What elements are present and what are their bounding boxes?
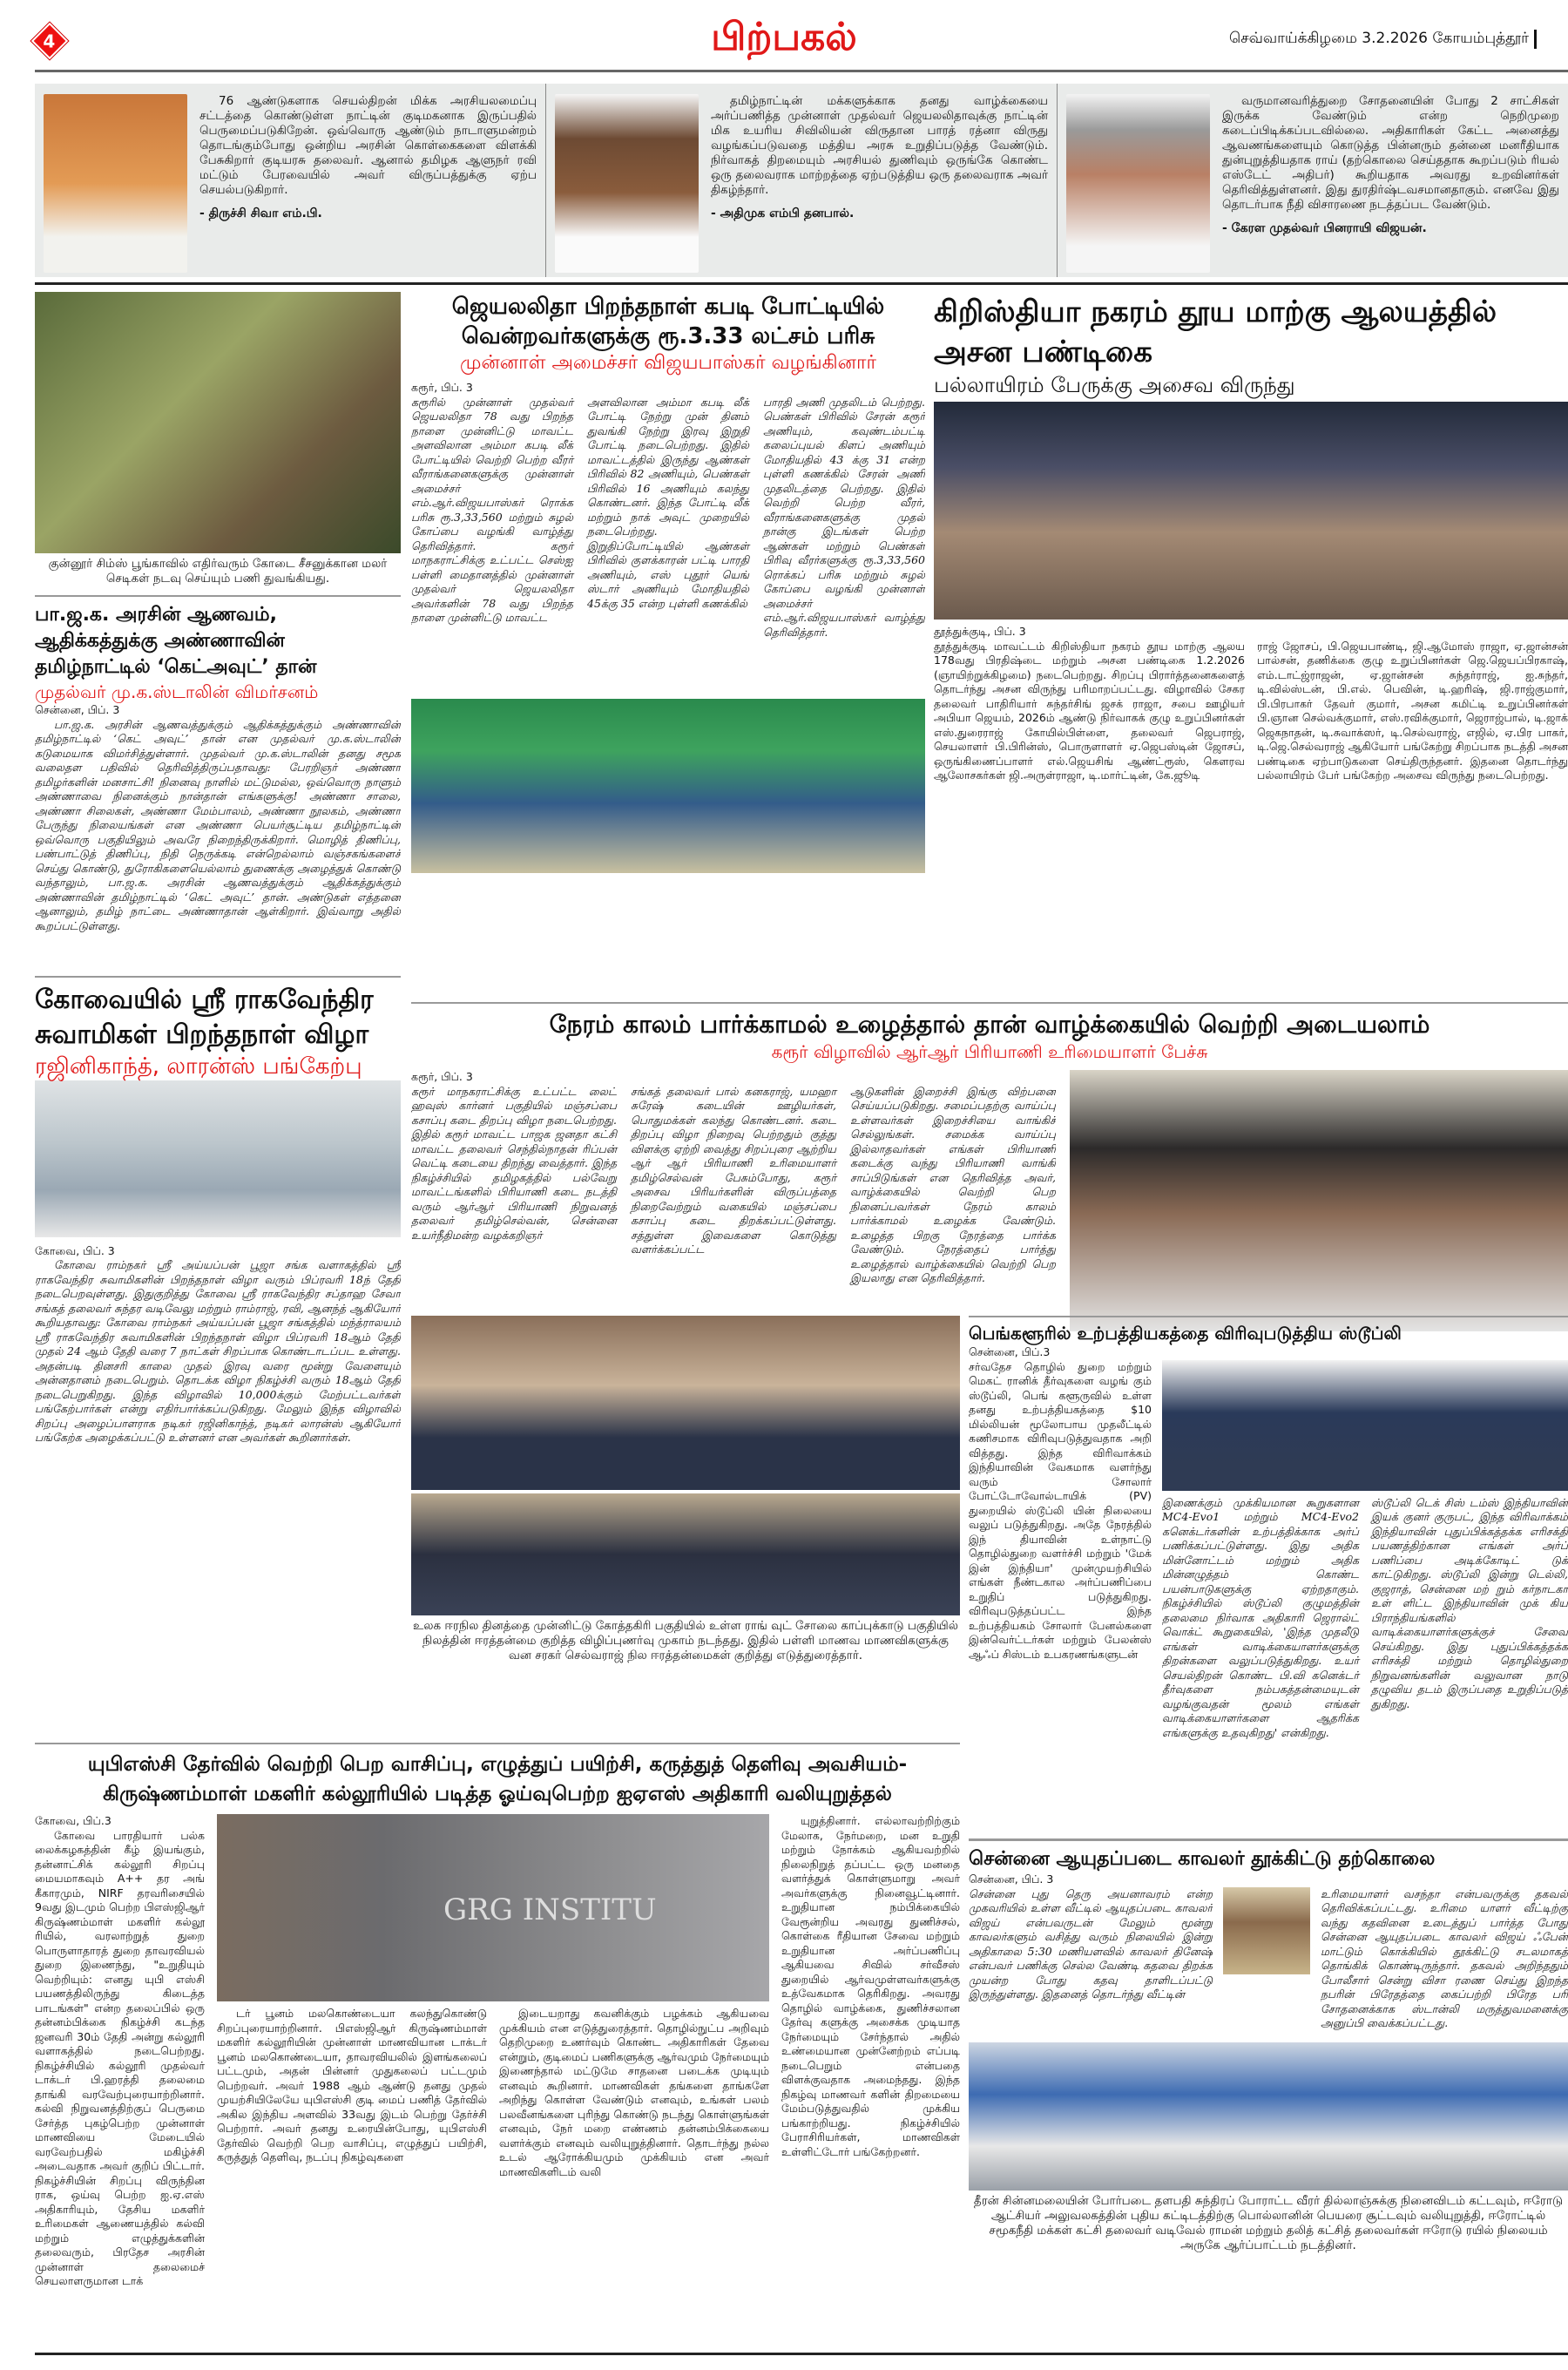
quote-box <box>35 84 546 277</box>
story-column: ராஜ் ஜோசப், பி.ஜெயபாண்டி, ஜி.ஆமோஸ் ராஜா, ஏ.ஜான்சன் பால்சன், தணிக்கை குழு உறுப்பினர்கள் ஜெ.ஜெயப்பிரகாஷ், எம்.டாட்ஜ்ராஜன், ஏ.ஜான்சன் சுந்தர்ராஜ், ஐ.சுந்தர், டி.வில்ஸ்டன், பி.எல். பெவின், டி.ஹரிஷ், ஜி.ராஜ்குமார், பி.பிரபாகர் தேவர் குமார், அசன கமிட்டி உறுப்பினர்கள் பி.ஞான செல்வக்குமார், எஸ்.ரவிக்குமார், ஜெராஜ்பால், டி.ஜாக் ஜெகநாதன், டி.சுவாக்ஸர், டி.செல்வராஜ், எஜில், ஏ.பிர பாகர், டி.ஜெ.செல்வராஜ் ஆகியோர் பங்கேற்று சிறப்பாக நடத்தி அசன பண்டிகை ஏற்பாடுகளை செய்திருந்தனர். இதனை தொடர்ந்து பல்லாயிரம் பேர் பங்கேற்ற அசைவ விருந்து நடைபெற்றது. <box>1257 639 1568 782</box>
story-dateline: கோவை, பிப். 3 <box>35 1243 115 1257</box>
quote-portrait-photo <box>555 94 699 273</box>
photo-caption: குன்னூர் சிம்ஸ் பூங்காவில் எதிர்வரும் கோடை சீசனுக்கான மலர் செடிகள் நடவு செய்யும் பணி துவங்கியது. <box>48 557 388 586</box>
photo-sign-text: GRG INSTITU <box>443 1893 657 1927</box>
quotes-strip <box>35 84 1568 277</box>
police-story <box>969 1838 1568 2257</box>
feast-photo <box>934 402 1568 620</box>
story-headline: நேரம் காலம் பார்க்காமல் உழைத்தால் தான் வாழ்க்கையில் வெற்றி அடையலாம் <box>549 1010 1430 1039</box>
story-subhead: முதல்வர் மு.க.ஸ்டாலின் விமர்சனம் <box>35 681 319 702</box>
wetland-block <box>411 1316 960 1667</box>
bottom-story <box>35 1743 960 2328</box>
story-subhead: ரஜினிகாந்த், லாரன்ஸ் பங்கேற்பு <box>35 1053 362 1080</box>
story-subhead: கரூர் விழாவில் ஆர்ஆர் பிரியாணி உரிமையாளர் பேச்சு <box>771 1041 1208 1062</box>
edition-dateline: செவ்வாய்க்கிழமை 3.2.2026 கோயம்புத்தூர் <box>1229 30 1537 49</box>
story-body: கோவை ராம்நகர் ஸ்ரீ அய்யப்பன் பூஜா சங்க வளாகத்தில் ஸ்ரீ ராகவேந்திர சுவாமிகளின் பிறந்தநாள் விழா வரும் பிப்ரவரி 18ந் தேதி நடைபெறவுள்ளது. இதுகுறித்து கோவை ஸ்ரீ ராகவேந்திர சப்தாஹ சேவா சங்கத் தலைவர் சுந்தர வடிவேலு மற்றும் ராம்ராஜ், ரவி, ஆனந்த் ஆகியோர் கூறியதாவது: கோவை ராம்நகர் அய்யப்பன் பூஜா சங்கத்தில் மந்த்ராலயம் ஸ்ரீ ராகவேந்திர சுவாமிகளின் பிறந்தநாள் விழா பிப்ரவரி 18ஆம் தேதி முதல் 24 ஆம் தேதி வரை 7 நாட்கள் சிறப்பாக கொண்டாடப்பட உள்ளது. அதன்படி தினசரி காலை முதல் இரவு வரை மூன்று வேளையும் அன்னதானம் நடைபெறும். தொடக்க விழா நிகழ்ச்சி வரும் 18ஆம் தேதி நடைபெறுகிறது. இந்த விழாவில் 10,000க்கும் மேற்பட்டவர்கள் பங்கேற்பார்கள் என்று எதிர்பார்க்கப்படுகிறது. மேலும் இந்த விழாவில் சிறப்பு அழைப்பாளராக நடிகர் ரஜினிகாந்த், நடிகர் லாரன்ஸ் ஆகியோர் பங்கேற்க அழைக்கப்பட்டு உள்ளனர் என அவர்கள் கூறினார்கள். <box>35 1258 401 1444</box>
story-headline: பெங்களூரில் உற்பத்தியகத்தை விரிவுபடுத்திய ஸ்டூப்லி <box>969 1323 1402 1344</box>
story-headline: ஜெயலலிதா பிறந்தநாள் கபடி போட்டியில் வென்றவர்களுக்கு ரூ.3.33 லட்சம் பரிசு <box>451 294 885 349</box>
story-headline: சென்னை ஆயுதப்படை காவலர் தூக்கிட்டு தற்கொலை <box>969 1848 1436 1870</box>
photo-caption: உலக ஈரநில தினத்தை முன்னிட்டு கோத்தகிரி பகுதியில் உள்ள ராங் வுட் சோலை காப்புக்காடு பகுதியில் நிலத்தின் ஈரத்தன்மை குறித்த விழிப்புணர்வு முகாம் நடந்தது. இதில் பள்ளி மாணவ மாணவிகளுக்கு வன சரகர் செல்வராஜ் நில ஈரத்தன்மைகள் குறித்து எடுத்துரைத்தார். <box>413 1619 958 1662</box>
story-column: சங்கத் தலைவர் பால் கனகராஜ், யமஹா சுரேஷ் கடையின் ஊழியர்கள், பொதுமக்கள் கலந்து கொண்டனர். கடை திறப்பு விழா நிறைவு பெற்றதும் குத்து விளக்கு ஏற்றி வைத்து சிறப்புரை ஆற்றிய ஆர் ஆர் பிரியாணி உரிமையாளர் தமிழ்செல்வன் பேசும்போது, கரூர் அசைவ பிரியர்களின் விருப்பத்தை நிறைவேற்றும் வகையில் மஞ்சப்பை கசாப்பு கடை திறக்கப்பட்டுள்ளது. சத்துள்ள இவைகளை கொடுத்து வளர்க்கப்பட்ட <box>631 1084 836 1256</box>
kabaddi-prize-photo <box>411 699 925 873</box>
story-subhead: பல்லாயிரம் பேருக்கு அசைவ விருந்து <box>934 373 1295 397</box>
story-subhead: முன்னாள் அமைச்சர் விஜயபாஸ்கர் வழங்கினார் <box>460 352 876 374</box>
middle-column <box>411 292 925 873</box>
students-photo <box>411 1493 960 1615</box>
story-headline: பா.ஜ.க. அரசின் ஆணவம், ஆதிக்கத்துக்கு அண்ணாவின் தமிழ்நாட்டில் ‘கெட்அவுட்’ தான் <box>35 604 317 678</box>
story-column: சென்னை புது தெரு அயனாவரம் என்ற முகவரியில் உள்ள வீட்டில் ஆயுதப்படை காவலர் விஜய் என்பவருடன் மேலும் மூன்று காவலர்களும் வசித்து வரும் நிலையில் இன்று அதிகாலை 5:30 மணியளவில் காவலர் தினேஷ் என்பவர் பணிக்கு செல்ல வேண்டி கதவை திறக்க முயன்ற போது கதவு தாளிடப்பட்டு இருந்துள்ளது. இதனைத் தொடர்ந்து வீட்டின் <box>969 1886 1213 2001</box>
page-header <box>0 0 1568 71</box>
story-column: ஸ்டூப்லி டெக் சிஸ் டம்ஸ் இந்தியாவின் இயக் குனர் குருபட், இந்த விரிவாக்கம் இந்தியாவின் புதுப்பிக்கத்தக்க எரிசக்தி பயணத்திற்கான எங்கள் அர்ப் பணிப்பை அடிக்கோடிட் டுக் காட்டுகிறது. ஸ்டூப்லி இன்று டெல்லி, குஜராத், சென்னை மற் றும் கர்நாடகா உள் ளிட்ட இந்தியாவின் முக் கிய பிராந்தியங்களில் வாடிக்கையாளர்களுக்குச் சேவை செய்கிறது. இது புதுப்பிக்கத்தக்க எரிசக்தி மற்றும் தொழில்துறை நிறுவனங்களின் வலுவான நாடு தழுவிய தடம் இருப்பதை உறுதிப்படுத் துகிறது. <box>1371 1495 1568 1710</box>
story-dateline: சென்னை, பிப். 3 <box>969 1872 1054 1886</box>
story-column: கரூரில் முன்னாள் முதல்வர் ஜெயலலிதா 78 வது பிறந்த நாளை முன்னிட்டு மாவட்ட அளவிலான அம்மா கபடி லீக் போட்டியில் வெற்றி பெற்ற வீரர் வீராங்கனைகளுக்கு முன்னாள் அமைச்சர் எம்.ஆர்.விஜயபாஸ்கர் ரொக்க பரிசு ரூ.3,33,560 மற்றும் சுழல் கோப்பை வழங்கி வாழ்த்து தெரிவித்தார். கரூர் மாநகராட்சிக்கு உட்பட்ட செஸ்ஐ பள்ளி மைதானத்தில் முன்னாள் முதல்வர் ஜெயலலிதா அவர்களின் 78 வது பிறந்த நாளை முன்னிட்டு மாவட்ட <box>411 395 573 624</box>
stoubli-story <box>969 1316 1568 1801</box>
page-number-badge: 4 <box>31 23 68 59</box>
story-column: கரூர் மாநகராட்சிக்கு உட்பட்ட லைட் ஹவுஸ் கார்னர் பகுதியில் மஞ்சப்பை கசாப்பு கடை திறப்பு விழா நடைபெற்றது. இதில் கரூர் மாவட்ட பாஜக ஜனதா கட்சி மாவட்ட தலைவர் செந்தில்நாதன் ரிப்பன் வெட்டி கடையை திறந்து வைத்தார். இந்த நிகழ்ச்சியில் தமிழகத்தில் பல்வேறு மாவட்டங்களில் பிரியாணி கடை நடத்தி வரும் ஆர்ஆர் பிரியாணி நிறுவனத் தலைவர் தமிழ்செல்வன், சென்னை உயர்நீதிமன்ற வழக்கறிஞர் <box>411 1084 617 1242</box>
story-column: கோவை பாரதியார் பல்க லைக்கழகத்தின் கீழ் இயங்கும், தன்னாட்சிக் கல்லூரி சிறப்பு மையமாகவும் A++ தர அங் கீகாரமும், NIRF தரவரிசையில் 9வது இடமும் பெற்ற பிஎஸ்ஜிஆர் கிருஷ்ணம்மாள் மகளிர் கல்லூ ரியில், வரலாற்றுத் துறை பொருளாதாரத் துறை தாவரவியல் துறை இணைந்து, "உறுதியும் வெற்றியும்: எனது யுபி எஸ்சி பயணத்திலிருந்து கிடைத்த பாடங்கள்" என்ற தலைப்பில் ஒரு தன்னம்பிக்கை நிகழ்ச்சி கடந்த ஜனவரி 30ம் தேதி அன்று கல்லூரி வளாகத்தில் நடைபெற்றது. நிகழ்ச்சியில் கல்லூரி முதல்வர் டாக்டர் பி.ஹரத்தி தலைமை தாங்கி வரவேற்புரையாற்றினார். கல்வி நிறுவனத்திற்குப் பெருமை சேர்த்த புகழ்பெற்ற முன்னாள் மாணவியை மேடையில் வரவேற்பதில் மகிழ்ச்சி அடைவதாக அவர் குறிப் பிட்டார். நிகழ்ச்சியின் சிறப்பு விருந்தின ராக, ஒய்வு பெற்ற ஐ.ஏ.எஸ் அதிகாரியும், தேசிய மகளிர் உரிமைகள் ஆணையத்தில் கல்வி மற்றும் எழுத்துக்களின் தலைவரும், பிரதேச அரசின் முன்னாள் தலைமைச் செயலாளருமான டாக் <box>35 1828 205 2287</box>
story-dateline: தூத்துக்குடி, பிப். 3 <box>934 625 1026 638</box>
story-headline: கோவையில் ஸ்ரீ ராகவேந்திர சுவாமிகள் பிறந்தநாள் விழா <box>35 984 374 1050</box>
story-dateline: கோவை, பிப்.3 <box>35 1814 112 1827</box>
story-column: இடையறாது கவனிக்கும் பழக்கம் ஆகியவை முக்கியம் என எடுத்துரைத்தார். தொழில்நுட்ப அறிவும் தெறிமுறை உணர்வும் கொண்ட அதிகாரிகள் தேவை என்றும், குடிமைப் பணிகளுக்கு ஆர்வமும் நேர்மையும் இணைந்தால் மட்டுமே சாதனை படைக்க முடியும் எனவும் கூறினார். மாணவிகள் தங்களை தாங்களே அறிந்து கொள்ள வேண்டும் எனவும், உங்கள் பலம் பலவீனங்களை புரிந்து கொண்டு நடந்து கொள்ளுங்கள் எனவும், நேர் மறை எண்ணம் தன்னம்பிக்கையை வளர்க்கும் எனவும் வலியுறுத்தினார். தொடர்ந்து நல்ல உடல் ஆரோக்கியமும் முக்கியம் என அவர் மாணவிகளிடம் வலி <box>499 2007 769 2178</box>
story-column: அளவிலான அம்மா கபடி லீக் போட்டி நேற்று முன் தினம் துவங்கி நேற்று இரவு இறுதி போட்டி நடைபெற்றது. இதில் மாவட்டத்தில் இருந்து ஆண்கள் பிரிவில் 82 அணியும், பெண்கள் பிரிவில் 16 அணியும் கலந்து கொண்டனர். இந்த போட்டி லீக் மற்றும் நாக் அவுட் முறையில் நடைபெற்றது. இறுதிப்போட்டியில் ஆண்கள் பிரிவில் குளக்காரன் பட்டி பாரதி அணியும், எஸ் புதூர் யெங் ஸ்டார் அணியும் மோதியதில் 45க்கு 35 என்ற புள்ளி கணக்கில் <box>587 395 749 610</box>
quote-box <box>1058 84 1568 277</box>
right-column <box>934 292 1568 840</box>
quote-portrait-photo <box>44 94 187 273</box>
story-dateline: சென்னை, பிப்.3 <box>969 1345 1051 1358</box>
quote-text: வருமானவரித்துறை சோதனையின் போது 2 சாட்சிகள் இருக்க வேண்டும் என்ற நெறிமுறை கடைப்பிடிக்கப்படவில்லை. அதிகாரிகள் கேட்ட அனைத்து ஆவணங்களையும் கொடுத்த பின்னரும் தன்னை மனரீதியாக துன்புறுத்தியதாக ராய் (தற்கொலை செய்ததாக கூறப்படும் ரியல் எஸ்டேட் அதிபர்) கூறியதாக அவரது உறவினர்கள் தெரிவித்துள்ளனர். இது துரதிர்ஷ்டவசமானதாகும். எனவே இது தொடர்பாக நீதி விசாரணை நடத்தப்பட வேண்டும். <box>1222 94 1559 212</box>
inauguration-photo <box>1162 1360 1568 1491</box>
constable-photo <box>1223 1887 1310 1974</box>
story-column: சர்வதேச தொழில் துறை மற்றும் மெகட் ரானிக் தீர்வுகளை வழங் கும் ஸ்டூப்லி, பெங் களூருவில் உள்ள தனது உற்பத்தியகத்தை $10 மில்லியன் மூலோபாய முதலீட்டில் கணிசமாக விரிவுபடுத்துவதாக அறி வித்தது. இந்த விரிவாக்கம் இந்தியாவின் வேகமாக வளர்ந்து வரும் சோலார் போட்டோவோல்டாயிக் (PV) துறையில் ஸ்டூப்லி யின் நிலையை வலுப் படுத்துகிறது. அதே நேரத்தில் இந் தியாவின் உள்நாட்டு தொழில்துறை வளர்ச்சி மற்றும் 'மேக் இன் இந்தியா' முன்முயற்சியில் எங்கள் நீண்டகால அர்ப்பணிப்பை உறுதிப் படுத்துகிறது. விரிவுபடுத்தப்பட்ட இந்த உற்பத்தியகம் சோலார் பேனல்களை இன்வெர்ட்டர்கள் மற்றும் பேலன்ஸ் ஆஃப் சிஸ்டம் உபகரணங்களுடன் <box>969 1359 1152 1661</box>
story-headline: யுபிஎஸ்சி தேர்வில் வெற்றி பெற வாசிப்பு, எழுத்துப் பயிற்சி, கருத்துத் தெளிவு அவசியம்- கிருஷ்ணம்மாள் மகளிர் கல்லூரியில் படித்த ஓய்வுபெற்ற ஐஏஎஸ் அதிகாரி வலியுறுத்தல் <box>87 1753 908 1805</box>
quote-text: 76 ஆண்டுகளாக செயல்திறன் மிக்க அரசியலமைப்பு சட்டத்தை கொண்டுள்ள நாட்டின் குடிமகனாக இருப்பதில் பெருமைப்படுகிறேன். ஒவ்வொரு ஆண்டும் நாடாளுமன்றம் தொடங்கும்போது ஒன்றிய அரசின் கொள்கைகளை விளக்கி பேசுகிறார் குடியரசு தலைவர். ஆனால் தமிழக ஆளுநர் ரவி மட்டும் பேரவையில் அவர் விருப்பத்துக்கு ஏற்ப செயல்படுகிறார். <box>199 94 537 197</box>
quote-box <box>546 84 1058 277</box>
story-dateline: கரூர், பிப். 3 <box>411 1070 473 1083</box>
story-column: இணைக்கும் முக்கியமான கூறுகளான MC4-Evo1 மற்றும் MC4-Evo2 கனெக்டர்களின் உற்பத்திக்காக அர்ப் பணிக்கப்பட்டுள்ளது. இது அதிக மின்னோட்டம் மற்றும் அதிக மின்னழுத்தம் கொண்ட பயன்பாடுகளுக்கு ஏற்றதாகும். நிகழ்ச்சியில் ஸ்டூப்லி குழுமத்தின் தலைமை நிர்வாக அதிகாரி ஜெரால்ட் வொக்ட் கூறுகையில், 'இந்த முதலீடு எங்கள் வாடிக்கையாளர்களுக்கு திறன்களை வலுப்படுத்துகிறது. உயர் செயல்திறன் கொண்ட பி.வி கனெக்டர் தீர்வுகளை நம்பகத்தன்மையுடன் வழங்குவதன் மூலம் எங்கள் வாடிக்கையாளர்களை ஆதரிக்க எங்களுக்கு உதவுகிறது' என்கிறது. <box>1162 1495 1359 1739</box>
story-headline: கிறிஸ்தியா நகரம் தூய மாற்கு ஆலயத்தில் அசன பண்டிகை <box>934 295 1497 369</box>
photo-caption: தீரன் சின்னமலையின் போர்படை தளபதி சுந்திரப் போராட்ட வீரர் தில்லாஞ்சுக்கு நினைவிடம் கட்டவும், ஈரோடு ஆட்சியர் அலுவலகத்தின் புதிய கட்டிடத்திற்கு பொல்லானின் பெயரை சூட்டவும் வலியுறுத்தி, ஈரோட்டில் சமூகநீதி மக்கள் கட்சி தலைவர் வடிவேல் ராமன் மற்றும் தலித் கட்சித் தலைவர்கள் ஈரோடு ரயில் நிலையம் அருகே ஆர்ப்பாட்டம் நடத்தினர். <box>973 2193 1564 2252</box>
section-rule <box>35 282 1568 285</box>
story-body: பா.ஜ.க. அரசின் ஆணவத்துக்கும் ஆதிக்கத்துக்கும் அண்ணாவின் தமிழ்நாட்டில் ‘கெட் அவுட்’ தான் என முதல்வர் மு.க.ஸ்டாலின் கடுமையாக விமர்சித்துள்ளார். முதல்வர் மு.க.ஸ்டாலின் தனது சமூக வலைதள பதிவில் தெரிவித்திருப்பதாவது: பேரறிஞர் அண்ணா தமிழர்களின் மனசாட்சி! நினைவு நாளில் மட்டுமல்ல, ஒவ்வொரு நாளும் அண்ணாவை நினைக்கும் நான்தான் எங்களுக்கு! அண்ணா சாலை, அண்ணா சிலைகள், அண்ணா மேம்பாலம், அண்ணா நூலகம், அண்ணா பேருந்து நிலையங்கள் என அண்ணா பெயர்சூட்டிய தமிழ்நாட்டின் ஒவ்வொரு பகுதியிலும் அவரே நிறைந்திருக்கிறார். மொழித் திணிப்பு, பண்பாட்டுத் திணிப்பு, நிதி நெருக்கடி என்றெல்லாம் வஞ்சகங்களைச் செய்து கொண்டு, துரோகிகளையெல்லாம் துணைக்கு அழைத்துக் கொண்டு வந்தாலும், பா.ஜ.க. அரசின் ஆணவத்துக்கும் ஆதிக்கத்துக்கும் அண்ணாவின் தமிழ்நாட்டில் ‘கெட் அவுட்’ தான். அண்டுகள் எத்தனை ஆனாலும், தமிழ் நாட்டை அண்ணாதான் ஆள்கிறார். இவ்வாறு அதில் கூறப்பட்டுள்ளது. <box>35 717 401 932</box>
shop-opening-photo <box>1070 1070 1568 1331</box>
quote-portrait-photo <box>1066 94 1210 273</box>
story-column: உரிமையாளர் வசந்தா என்பவருக்கு தகவல் தெரிவிக்கப்பட்டது. உரிமை யாளர் வீட்டிற்கு வந்து கதவினை உடைத்துப் பார்த்த போது சென்னை ஆயுதப்படை காவலர் விஜய் ஃபேன் மாட்டும் கொக்கியில் தூக்கிட்டு சடலமாகத் தொங்கிக் கொண்டிருந்தார். தகவல் அறிந்ததும் போலீசார் சென்று விசா ரணை செய்து இறந்த நபரின் பிரேதத்தை கைப்பற்றி பிரேத பரி சோதனைக்காக ஸ்டான்லி மருத்துவமனைக்கு அனுப்பி வைக்கப்பட்டது. <box>1321 1886 1568 2029</box>
story-column: யுறுத்தினார். எல்லாவற்றிற்கும் மேலாக, நேர்மறை, மன உறுதி மற்றும் நோக்கம் ஆகியவற்றில் நிலைநிறுத் தப்பட்ட ஒரு மனதை வளர்த்துக் கொள்ளுமாறு அவர் அவர்களுக்கு நினைவூட்டினார். உறுதியான நம்பிக்கையில் வேரூன்றிய அவரது துணிச்சல், கொள்கை ரீதியான சேவை மற்றும் உறுதியான அர்ப்பணிப்பு ஆகியவை சிவில் சர்வீசஸ் துறையில் ஆர்வமுள்ளவர்களுக்கு உத்வேகமாக தெரிகிறது. அவரது தொழில் வாழ்க்கை, துணிச்சலான தேர்வு களுக்கு அசைக்க முடியாத நேர்மையும் சேர்ந்தால் அதில் உண்மையான முன்னேற்றம் எப்படி நடைபெறும் என்பதை விளக்குவதாக அமைந்தது. இந்த நிகழ்வு மாணவர் களின் திறமையை மேம்படுத்துவதில் முக்கிய பங்காற்றியது. நிகழ்ச்சியில் பேராசிரியர்கள், மாணவிகள் உள்ளிட்டோர் பங்கேற்றனர். <box>781 1814 960 2158</box>
footer-rule <box>35 2353 1568 2355</box>
story-dateline: கரூர், பிப். 3 <box>411 381 473 394</box>
story-column: பாரதி அணி முதலிடம் பெற்றது. பெண்கள் பிரிவில் சேரன் கரூர் அணியும், கவுண்டம்பட்டி கலைப்புயல் கிளப் அணியும் மோதியதில் 43 க்கு 31 என்ற புள்ளி கணக்கில் சேரன் அணி முதலிடத்தை பெற்றது. இதில் வெற்றி பெற்ற வீரர், வீராங்கனைகளுக்கு முதல் நான்கு இடங்கள் பெற்ற ஆண்கள் மற்றும் பெண்கள் பிரிவு வீரர்களுக்கு ரூ.3,33,560 ரொக்கப் பரிசு மற்றும் சுழல் கோப்பை வழங்கி முன்னாள் அமைச்சர் எம்.ஆர்.விஜயபாஸ்கர் வாழ்த்து தெரிவித்தார். <box>763 395 925 639</box>
protest-photo <box>969 2042 1568 2191</box>
masthead-logo: பிற்பகல் <box>711 16 857 58</box>
story-column: தூத்துக்குடி மாவட்டம் கிறிஸ்தியா நகரம் தூய மாற்கு ஆலய 178வது பிரதிஷ்டை மற்றும் அசன பண்டிகை 1.2.2026 (ஞாயிற்றுக்கிழமை) நடைபெற்றது. சிறப்பு பிரார்த்தனைகளைத் தொடர்ந்து அசன விருந்து பரிமாறப்பட்டது. விழாவில் சேகர தலைவர் பாதிரியார் சுந்தர்சிங் ஜசக் ராஜா, சபை ஊழியர் அபியா ஜெயம், 2026ம் ஆண்டு நிர்வாகக் குழு உறுப்பினர்கள் எஸ்.துரைராஜ் கோயில்பிள்ளை, தலைவர் ஜெபராஜ், செயலாளர் பி.பிரின்ஸ், பொருளாளர் ஏ.ஜெபஸ்டின் ஜோசப், ஒருங்கிணைப்பாளர் எல்.ஜெயசிங் ஆண்ட்ரூஸ், கௌரவ ஆலோசகர்கள் ஜி.அருள்ராஜா, டி.மார்ட்டின், கே.ஜூடி <box>934 639 1245 782</box>
forest-officer-photo <box>411 1316 960 1490</box>
quote-byline: - அதிமுக எம்பி தனபால். <box>711 207 855 220</box>
quote-text: தமிழ்நாட்டின் மக்களுக்காக தனது வாழ்க்கையை அர்ப்பணித்த முன்னாள் முதல்வர் ஜெயலலிதாவுக்கு நாட்டின் மிக உயரிய சிவிலியன் விருதான பாரத் ரத்னா விருது வழங்கப்படுவதை மத்திய அரசு உறுதிப்படுத்த வேண்டும். நிர்வாகத் திறமையும் அரசியல் துணிவும் ஒருங்கே கொண்ட ஒரு தலைவராக மாற்றத்தை ஏற்படுத்திய ஒரு தலைவராக அவர் திகழ்ந்தார். <box>711 94 1048 197</box>
story-column: ஆடுகளின் இறைச்சி இங்கு விற்பனை செய்யப்படுகிறது. சமைப்பதற்கு வாய்ப்பு உள்ளவர்கள் இறைச்சியை வாங்கிச் செல்லுங்கள். சமைக்க வாய்ப்பு இல்லாதவர்கள் எங்கள் பிரியாணி கடைக்கு வந்து பிரியாணி வாங்கி சாப்பிடுங்கள் என தெரிவித்த அவர், வாழ்க்கையில் வெற்றி பெற நினைப்பவர்கள் நேரம் காலம் பார்க்காமல் உழைக்க வேண்டும். உழைத்த பிறகு நேரத்தை பார்க்க வேண்டும். நேரத்தைப் பார்த்து உழைத்தால் வாழ்க்கையில் வெற்றி பெற இயலாது என தெரிவித்தார். <box>850 1084 1056 1284</box>
event-press-meet-photo <box>35 1080 401 1237</box>
story-column: டர் பூனம் மலகொண்டையா கலந்துகொண்டு சிறப்புரையாற்றினார். பிஎஸ்ஜிஆர் கிருஷ்ணம்மாள் மகளிர் கல்லூரியின் முன்னாள் மாணவியான டாக்டர் பூனம் மலகொண்டையா, தாவரவியலில் இளங்கலைப் பட்டமும், அதன் பின்னர் முதுகலைப் பட்டமும் பெற்றவர். அவர் 1988 ஆம் ஆண்டு தனது முதல் முயற்சியிலேயே யுபிஎஸ்சி குடி மைப் பணித் தேர்வில் அகில இந்திய அளவில் 33வது இடம் பெற்று தேர்ச்சி பெற்றார். அவர் தனது உரையின்போது, யுபிஎஸ்சி தேர்வில் வெற்றி பெற வாசிப்பு, எழுத்துப் பயிற்சி, கருத்துத் தெளிவு, நடப்பு நிகழ்வுகளை <box>217 2007 487 2163</box>
story-dateline: சென்னை, பிப். 3 <box>35 703 120 716</box>
header-rule <box>35 70 1568 72</box>
quote-byline: - திருச்சி சிவா எம்.பி. <box>199 207 322 220</box>
college-event-photo <box>217 1814 769 2001</box>
quote-byline: - கேரள முதல்வர் பினராயி விஜயன். <box>1222 221 1427 235</box>
wide-story <box>411 1002 1568 1331</box>
flower-planting-photo <box>35 292 401 553</box>
left-column <box>35 292 401 1615</box>
